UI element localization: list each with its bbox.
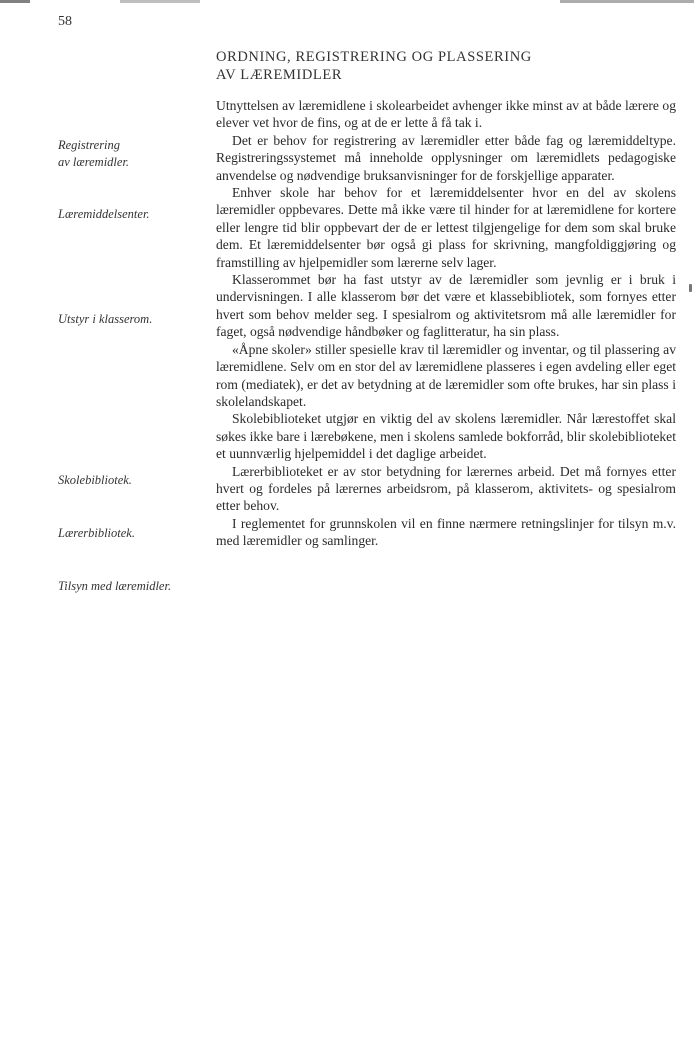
- margin-note-laeremiddelsenter: [58, 206, 208, 223]
- scan-artifact-mark: [689, 284, 692, 292]
- paragraph-tilsyn: I reglementet for grunnskolen vil en finne nærmere retningslinjer for tilsyn m.v. med læremidler og samlinger.: [216, 515, 676, 549]
- section-heading: [216, 48, 676, 84]
- margin-note-tilsyn: [58, 578, 208, 595]
- paragraph-utnyttelse: Utnyttelsen av læremidlene i skolearbeidet avhenger ikke minst av at både lærere og elever vet hvor de fins, og at de er lette å få tak i.: [216, 98, 676, 131]
- paragraph-laererbibliotek: Lærerbiblioteket er av stor betydning for lærernes arbeid. Det må fornyes etter hvert og fordeles på lærernes arbeidsrom, på klasserom, aktivitets- og spesialrom etter behov.: [216, 463, 676, 514]
- margin-note-tilsyn-text: Tilsyn med læremidler.: [58, 579, 172, 593]
- margin-note-laererbibliotek-text: Lærerbibliotek.: [58, 526, 135, 540]
- paragraph-laeremiddelsenter: Enhver skole har behov for et læremiddelsenter hvor en del av skolens læremidler oppbevares. Dette må ikke være til hinder for at læremidlene for kortere eller lengre tid blir oppbevart der de er lettest tilgjengelige for dem som skal bruke dem. Et læremiddelsenter bør også gi plass for skrivning, mangfoldiggjøring og framstilling av hjelpemidler som lærerne selv lager.: [216, 185, 676, 270]
- paragraph-registrering: Det er behov for registrering av læremidler etter både fag og læremiddeltype. Registreringssystemet må inneholde opplysninger om læremidlets pedagogiske anvendelse og nødvendige bruksanvisninger for de forskjellige apparater.: [216, 132, 676, 183]
- margin-note-laererbibliotek: [58, 525, 208, 542]
- margin-note-registrering-line-1: Registrering: [58, 138, 121, 152]
- margin-note-utstyr-text: Utstyr i klasserom.: [58, 312, 153, 326]
- paragraph-klasserom: Klasserommet bør ha fast utstyr av de læremidler som jevnlig er i bruk i undervisningen. I alle klasserom bør det være et klassebibliotek, som fornyes etter hvert som behov melder seg. I spesialrom og aktivitetsrom må alle læremidler for faget, også nødvendige håndbøker og faglitteratur, ha sin plass.: [216, 272, 676, 340]
- margin-note-registrering-line-2: av læremidler.: [58, 155, 130, 169]
- paragraph-apne-skoler: «Åpne skoler» stiller spesielle krav til læremidler og inventar, og til plassering av læremidlene. Selv om en stor del av læremidlene plasseres i egen avdeling eller eget rom (mediatek), er det av betydning at de læremidler som ofte brukes, har sin plass i skolelandskapet.: [216, 341, 676, 409]
- scan-top-edge: [0, 0, 694, 3]
- section-heading-line-1: ORDNING, REGISTRERING OG PLASSERING: [216, 49, 532, 65]
- body-text: [216, 97, 676, 550]
- margin-note-laeremiddelsenter-text: Læremiddelsenter.: [58, 207, 150, 221]
- page-number: 58: [58, 14, 72, 29]
- section-heading-line-2: AV LÆREMIDLER: [216, 67, 343, 83]
- paragraph-skolebibliotek: Skolebiblioteket utgjør en viktig del av skolens læremidler. Når lærestoffet skal søkes ikke bare i lærebøkene, men i skolens samlede bokforråd, blir skolebiblioteket et uunnværlig hjelpemiddel i det daglige arbeidet.: [216, 411, 676, 462]
- margin-note-skolebibliotek-text: Skolebibliotek.: [58, 473, 132, 487]
- margin-note-skolebibliotek: [58, 472, 208, 489]
- margin-note-utstyr: [58, 311, 208, 328]
- margin-note-registrering: [58, 137, 208, 171]
